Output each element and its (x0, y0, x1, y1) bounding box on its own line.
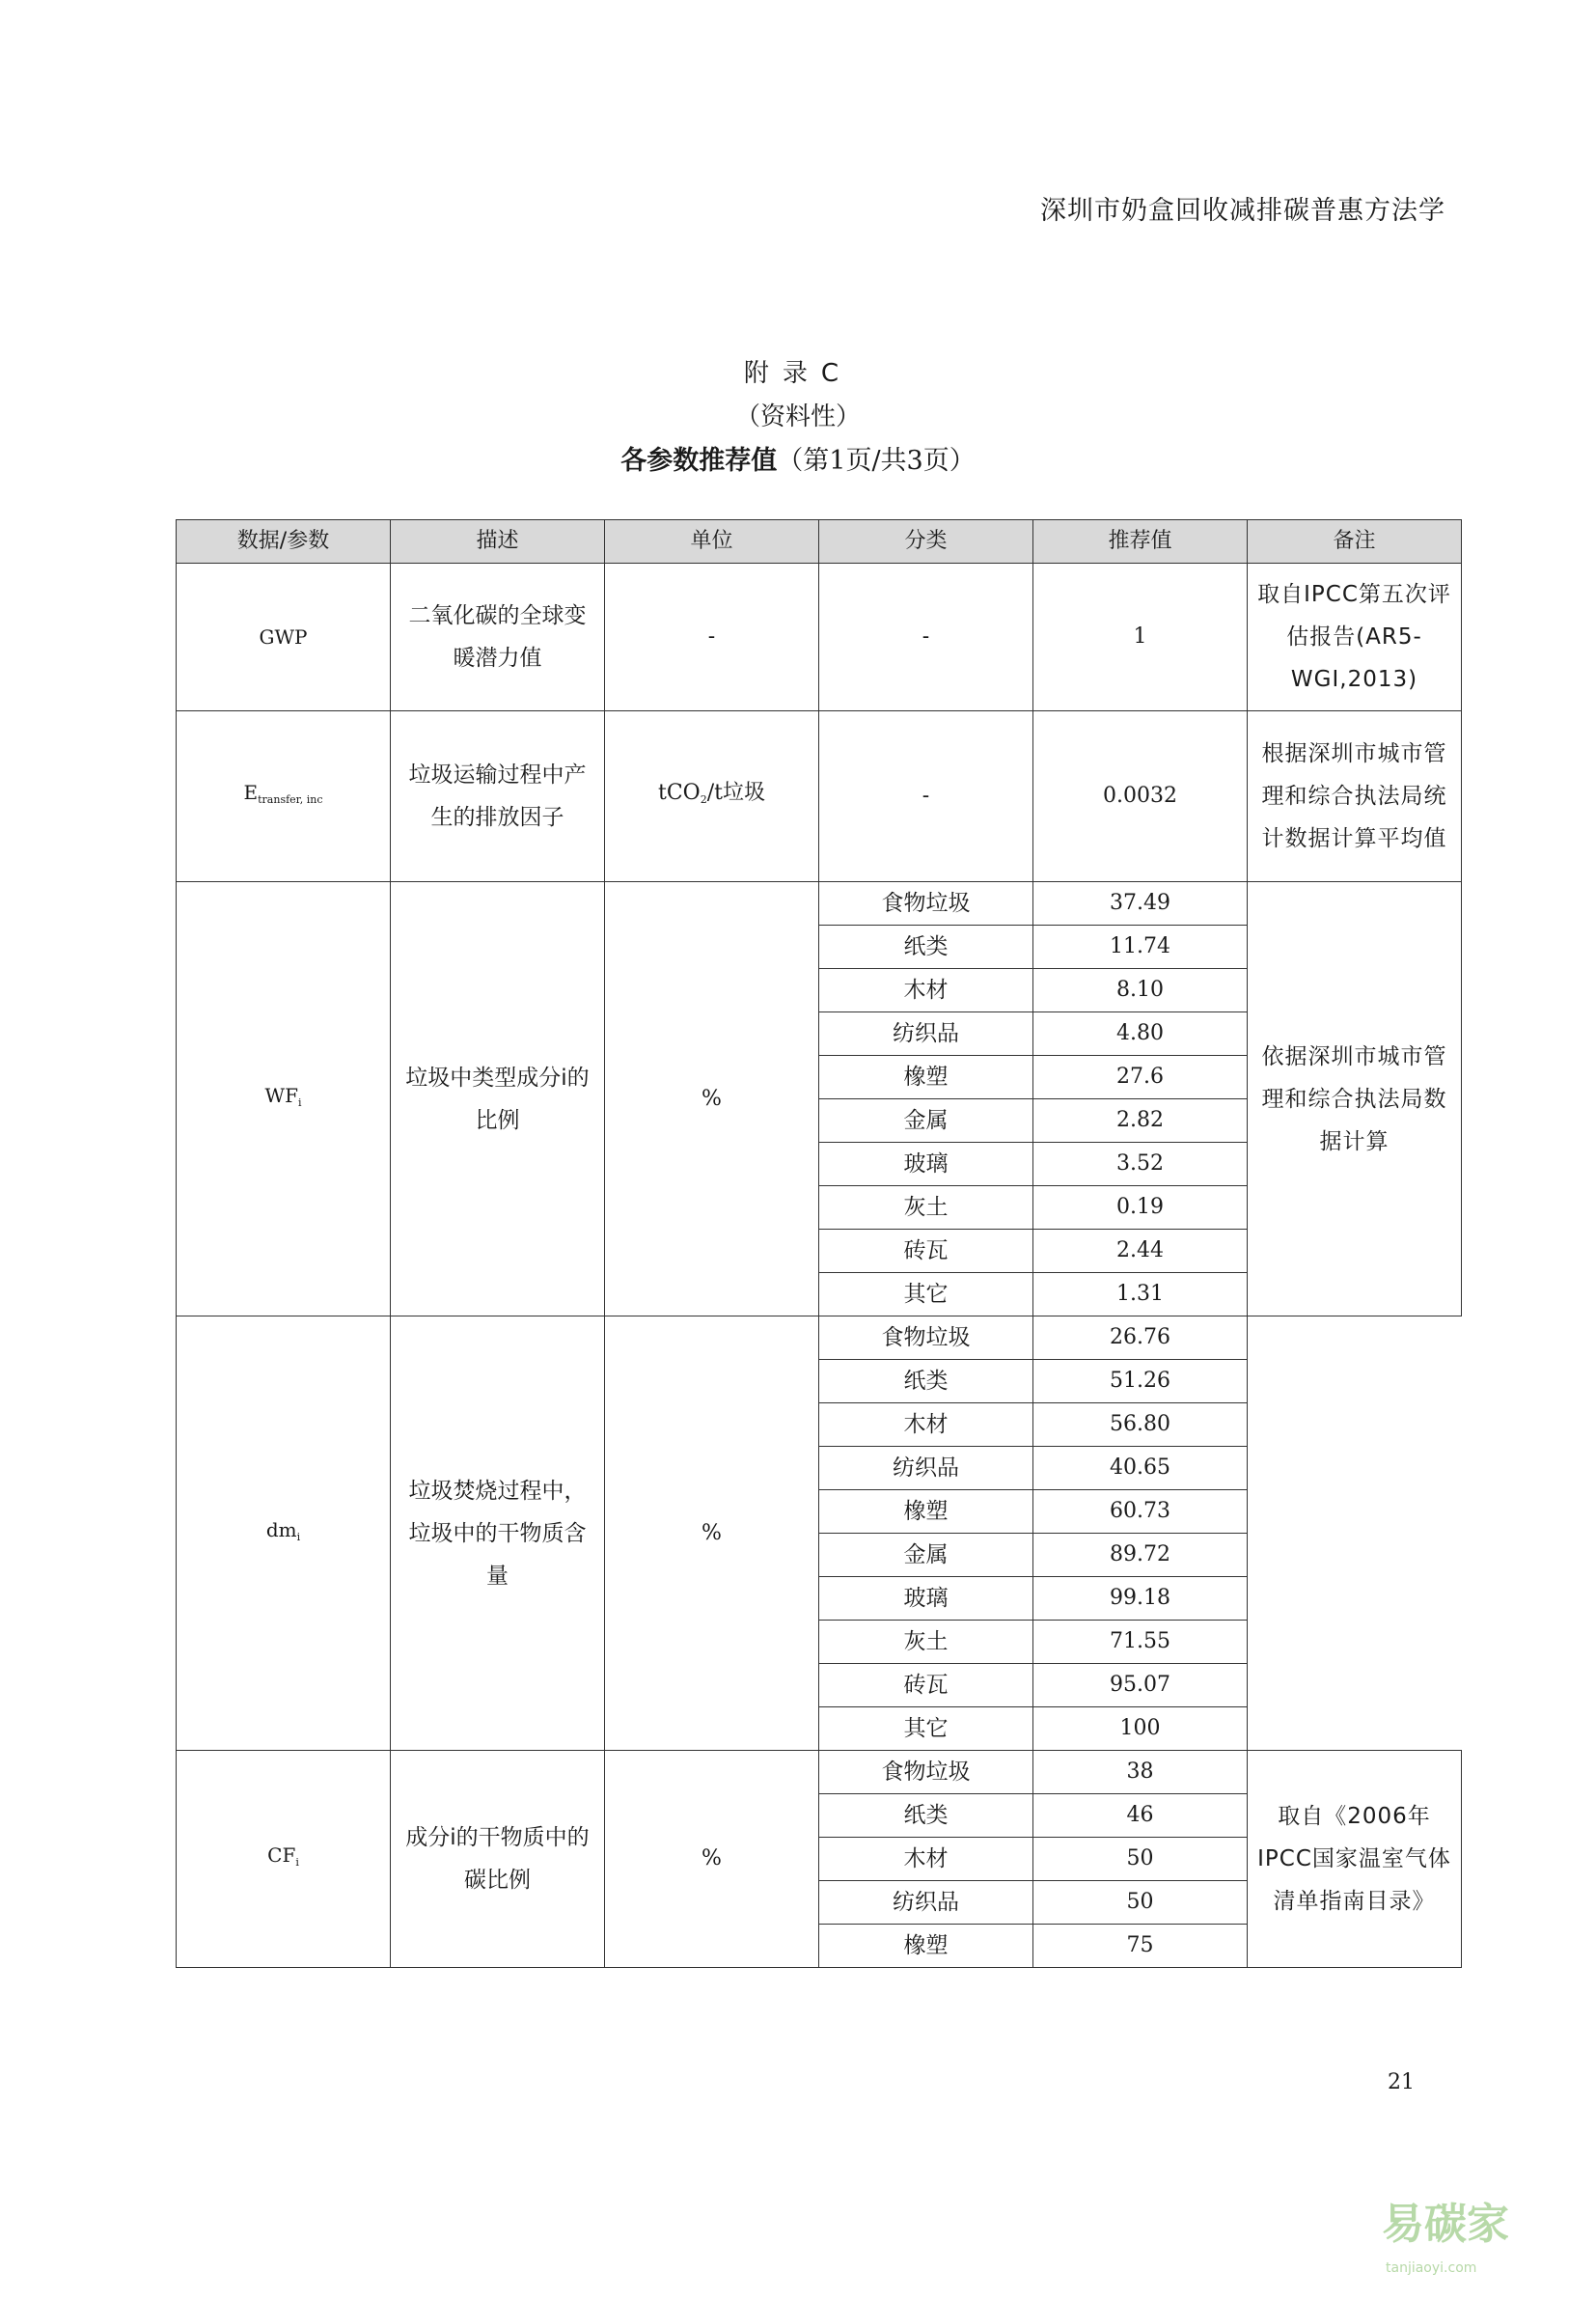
category-cell: 木材 (819, 1838, 1033, 1881)
value-etransfer: 0.0032 (1033, 711, 1248, 882)
note-cf: 取自《2006年IPCC国家温室气体清单指南目录》 (1248, 1751, 1462, 1968)
running-header: 深圳市奶盒回收减排碳普惠方法学 (1040, 196, 1445, 226)
category-cell: 纸类 (819, 1794, 1033, 1838)
value-cell: 2.44 (1033, 1230, 1248, 1273)
wf-group (177, 882, 1462, 1316)
unit-etransfer-sub: 2 (700, 792, 707, 806)
value-cell: 2.82 (1033, 1099, 1248, 1143)
unit-cf: % (605, 1751, 819, 1968)
param-dm-sub: i (296, 1530, 301, 1543)
cf-group (177, 1751, 1462, 1968)
note-gwp: 取自IPCC第五次评估报告(AR5-WGI,2013) (1248, 564, 1462, 711)
value-cell: 4.80 (1033, 1012, 1248, 1056)
category-cell: 食物垃圾 (819, 1316, 1033, 1360)
category-cell: 纺织品 (819, 1012, 1033, 1056)
value-cell: 26.76 (1033, 1316, 1248, 1360)
category-cell: 玻璃 (819, 1577, 1033, 1621)
category-cell: 金属 (819, 1099, 1033, 1143)
value-cell: 99.18 (1033, 1577, 1248, 1621)
unit-wf: % (605, 882, 819, 1316)
table-row-etransfer (177, 711, 1462, 882)
category-cell: 纺织品 (819, 1447, 1033, 1490)
category-cell: 橡塑 (819, 1490, 1033, 1534)
value-cell: 89.72 (1033, 1534, 1248, 1577)
category-cell: 木材 (819, 1403, 1033, 1447)
parameter-table (176, 519, 1462, 1968)
cat-etransfer: - (819, 711, 1033, 882)
header-note: 备注 (1248, 520, 1462, 564)
appendix-titles (0, 352, 1596, 483)
category-cell: 纸类 (819, 1360, 1033, 1403)
unit-etransfer (605, 711, 819, 882)
param-wf-main: WF (264, 1083, 298, 1107)
desc-etransfer: 垃圾运输过程中产生的排放因子 (391, 711, 605, 882)
header-category: 分类 (819, 520, 1033, 564)
param-gwp: GWP (177, 564, 391, 711)
value-cell: 3.52 (1033, 1143, 1248, 1186)
header-param: 数据/参数 (177, 520, 391, 564)
table-row (177, 1751, 1462, 1794)
param-wf-sub: i (297, 1095, 302, 1109)
note-wf-dm: 依据深圳市城市管理和综合执法局数据计算 (1248, 882, 1462, 1316)
value-cell: 46 (1033, 1794, 1248, 1838)
table-title-pages: （第1页/共3页） (777, 446, 976, 476)
category-cell: 金属 (819, 1534, 1033, 1577)
watermark-logo-text: 易碳家 (1382, 2200, 1509, 2249)
value-cell: 0.19 (1033, 1186, 1248, 1230)
value-cell: 11.74 (1033, 926, 1248, 969)
value-cell: 40.65 (1033, 1447, 1248, 1490)
desc-dm: 垃圾焚烧过程中，垃圾中的干物质含量 (391, 1316, 605, 1751)
category-cell: 其它 (819, 1707, 1033, 1751)
desc-cf: 成分i的干物质中的碳比例 (391, 1751, 605, 1968)
unit-dm: % (605, 1316, 819, 1751)
value-cell: 1.31 (1033, 1273, 1248, 1316)
value-cell: 100 (1033, 1707, 1248, 1751)
param-etransfer-sub: transfer, inc (258, 793, 323, 806)
param-wf (177, 882, 391, 1316)
desc-wf: 垃圾中类型成分i的比例 (391, 882, 605, 1316)
value-cell: 60.73 (1033, 1490, 1248, 1534)
table-title (0, 439, 1596, 483)
table-header-row (177, 520, 1462, 564)
value-cell: 8.10 (1033, 969, 1248, 1012)
category-cell: 食物垃圾 (819, 1751, 1033, 1794)
param-dm-main: dm (265, 1517, 297, 1541)
param-etransfer-main: E (243, 781, 259, 804)
category-cell: 橡塑 (819, 1056, 1033, 1099)
value-cell: 51.26 (1033, 1360, 1248, 1403)
param-etransfer (177, 711, 391, 882)
value-cell: 50 (1033, 1881, 1248, 1925)
value-cell: 50 (1033, 1838, 1248, 1881)
table-title-main: 各参数推荐值 (620, 446, 778, 476)
table-row (177, 882, 1462, 926)
watermark-logo (1382, 2189, 1596, 2300)
value-cell: 71.55 (1033, 1621, 1248, 1664)
category-cell: 砖瓦 (819, 1664, 1033, 1707)
category-cell: 灰土 (819, 1621, 1033, 1664)
param-dm (177, 1316, 391, 1751)
watermark-domain: tanjiaoyi.com (1386, 2260, 1477, 2276)
category-cell: 砖瓦 (819, 1230, 1033, 1273)
category-cell: 玻璃 (819, 1143, 1033, 1186)
desc-gwp: 二氧化碳的全球变暖潜力值 (391, 564, 605, 711)
value-cell: 37.49 (1033, 882, 1248, 926)
note-etransfer: 根据深圳市城市管理和综合执法局统计数据计算平均值 (1248, 711, 1462, 882)
value-cell: 38 (1033, 1751, 1248, 1794)
param-cf-sub: i (295, 1856, 299, 1869)
param-cf-main: CF (267, 1843, 296, 1867)
category-cell: 灰土 (819, 1186, 1033, 1230)
param-cf (177, 1751, 391, 1968)
category-cell: 其它 (819, 1273, 1033, 1316)
header-desc: 描述 (391, 520, 605, 564)
header-value: 推荐值 (1033, 520, 1248, 564)
table-row-gwp (177, 564, 1462, 711)
value-cell: 95.07 (1033, 1664, 1248, 1707)
unit-gwp: - (605, 564, 819, 711)
table-row (177, 1316, 1462, 1360)
category-cell: 纺织品 (819, 1881, 1033, 1925)
value-gwp: 1 (1033, 564, 1248, 711)
dm-group (177, 1316, 1462, 1751)
cat-gwp: - (819, 564, 1033, 711)
category-cell: 木材 (819, 969, 1033, 1012)
category-cell: 橡塑 (819, 1925, 1033, 1968)
category-cell: 食物垃圾 (819, 882, 1033, 926)
value-cell: 27.6 (1033, 1056, 1248, 1099)
appendix-nature: （资料性） (734, 402, 861, 431)
unit-etransfer-a: tCO (658, 780, 701, 805)
appendix-label: 附录C (743, 359, 853, 388)
page-number: 21 (1388, 2070, 1415, 2094)
value-cell: 75 (1033, 1925, 1248, 1968)
value-cell: 56.80 (1033, 1403, 1248, 1447)
category-cell: 纸类 (819, 926, 1033, 969)
header-unit: 单位 (605, 520, 819, 564)
unit-etransfer-b: /t垃圾 (706, 780, 765, 805)
